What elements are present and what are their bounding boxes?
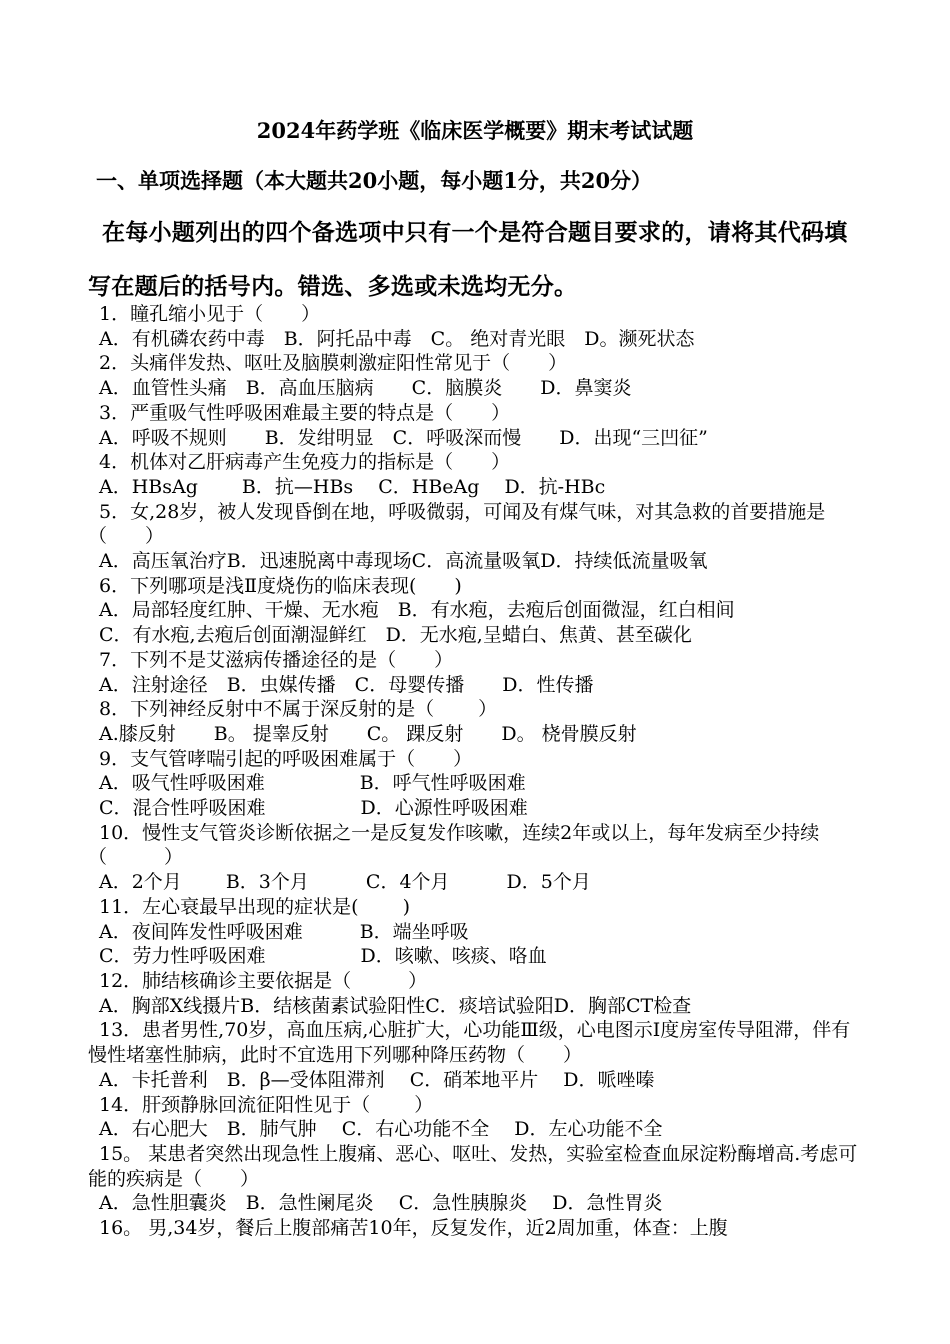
exam-title: 2024年药学班《临床医学概要》期末考试试题: [256, 118, 694, 143]
question-line: A．HBsAg B．抗—HBs C．HBeAg D．抗-HBc: [99, 475, 606, 498]
question-line: A．有机磷农药中毒 B．阿托品中毒 C。 绝对青光眼 D。濒死状态: [99, 327, 695, 350]
question-line: 5．女,28岁，被人发现昏倒在地，呼吸微弱，可闻及有煤气味，对其急救的首要措施是（ ）: [88, 500, 826, 548]
question-line: 15。 某患者突然出现急性上腹痛、恶心、呕吐、发热，实验室检查血尿淀粉酶增高.考虑可能的疾病是（ ）: [88, 1142, 858, 1190]
question-line: A．吸气性呼吸困难 B．呼气性呼吸困难: [99, 772, 526, 795]
question-line: C．劳力性呼吸困难 D．咳嗽、咳痰、咯血: [99, 945, 547, 968]
question-line: 1．瞳孔缩小见于（ ）: [99, 303, 321, 325]
question-line: A．卡托普利 B．β—受体阻滞剂 C．硝苯地平片 D．哌唑嗪: [99, 1068, 655, 1091]
section-heading: 一、单项选择题（本大题共20小题，每小题1分，共20分）: [96, 168, 653, 193]
question-line: 16。 男,34岁，餐后上腹部痛苦10年，反复发作，近2周加重，体查：上腹: [99, 1217, 728, 1240]
question-line: 12．肺结核确诊主要依据是（ ）: [99, 969, 428, 992]
question-line: A．呼吸不规则 B．发绀明显 C．呼吸深而慢 D．出现“三凹征”: [99, 426, 708, 449]
question-line: 10．慢性支气管炎诊断依据之一是反复发作咳嗽，连续2年或以上，每年发病至少持续（ ）: [88, 821, 820, 869]
question-line: A．夜间阵发性呼吸困难 B．端坐呼吸: [99, 920, 469, 943]
question-line: C．混合性呼吸困难 D．心源性呼吸困难: [99, 797, 528, 820]
question-line: 3．严重吸气性呼吸困难最主要的特点是（ ）: [99, 401, 511, 424]
instruction-paragraph: 在每小题列出的四个备选项中只有一个是符合题目要求的，请将其代码填写在题后的括号内。错选、多选或未选均无分。: [88, 219, 848, 300]
question-line: A．注射途径 B．虫媒传播 C．母婴传播 D．性传播: [99, 673, 594, 696]
question-line: 14．肝颈静脉回流征阳性见于（ ）: [99, 1093, 434, 1116]
question-line: 6．下列哪项是浅Ⅱ度烧伤的临床表现( ): [99, 574, 462, 597]
question-line: A．局部轻度红肿、干燥、无水疱 B．有水疱，去疱后创面微湿，红白相间: [99, 599, 735, 622]
question-line: A．血管性头痛 B．高血压脑病 C．脑膜炎 D．鼻窦炎: [99, 377, 632, 400]
question-line: 2．头痛伴发热、呕吐及脑膜刺激症阳性常见于（ ）: [99, 352, 568, 375]
question-line: A．胸部X线摄片B．结核菌素试验阳性C．痰培试验阳D．胸部CT检查: [99, 994, 692, 1017]
question-line: A．右心肥大 B．肺气肿 C．右心功能不全 D．左心功能不全: [99, 1118, 663, 1141]
question-line: 8．下列神经反射中不属于深反射的是（ ）: [99, 698, 498, 721]
question-list: [88, 302, 868, 1241]
question-line: 7．下列不是艾滋病传播途径的是（ ）: [99, 648, 454, 671]
question-line: A．急性胆囊炎 B．急性阑尾炎 C．急性胰腺炎 D．急性胃炎: [99, 1192, 663, 1215]
question-line: 4．机体对乙肝病毒产生免疫力的指标是（ ）: [99, 451, 511, 474]
question-line: 13．患者男性,70岁，高血压病,心脏扩大，心功能Ⅲ级，心电图示Ⅰ度房室传导阻滞，伴有慢性堵塞性肺病，此时不宜选用下列哪种降压药物（ ）: [88, 1019, 851, 1067]
question-line: A．2个月 B．3个月 C．4个月 D．5个月: [99, 871, 591, 894]
question-line: 11．左心衰最早出现的症状是( ): [99, 895, 411, 918]
question-line: A．高压氧治疗B．迅速脱离中毒现场C．高流量吸氧D．持续低流量吸氧: [99, 550, 708, 573]
question-line: C．有水疱,去疱后创面潮湿鲜红 D．无水疱,呈蜡白、焦黄、甚至碳化: [99, 624, 692, 647]
question-line: 9．支气管哮喘引起的呼吸困难属于（ ）: [99, 747, 473, 770]
question-line: A.膝反射 B。 提睾反射 C。 踝反射 D。 桡骨膜反射: [99, 722, 637, 745]
